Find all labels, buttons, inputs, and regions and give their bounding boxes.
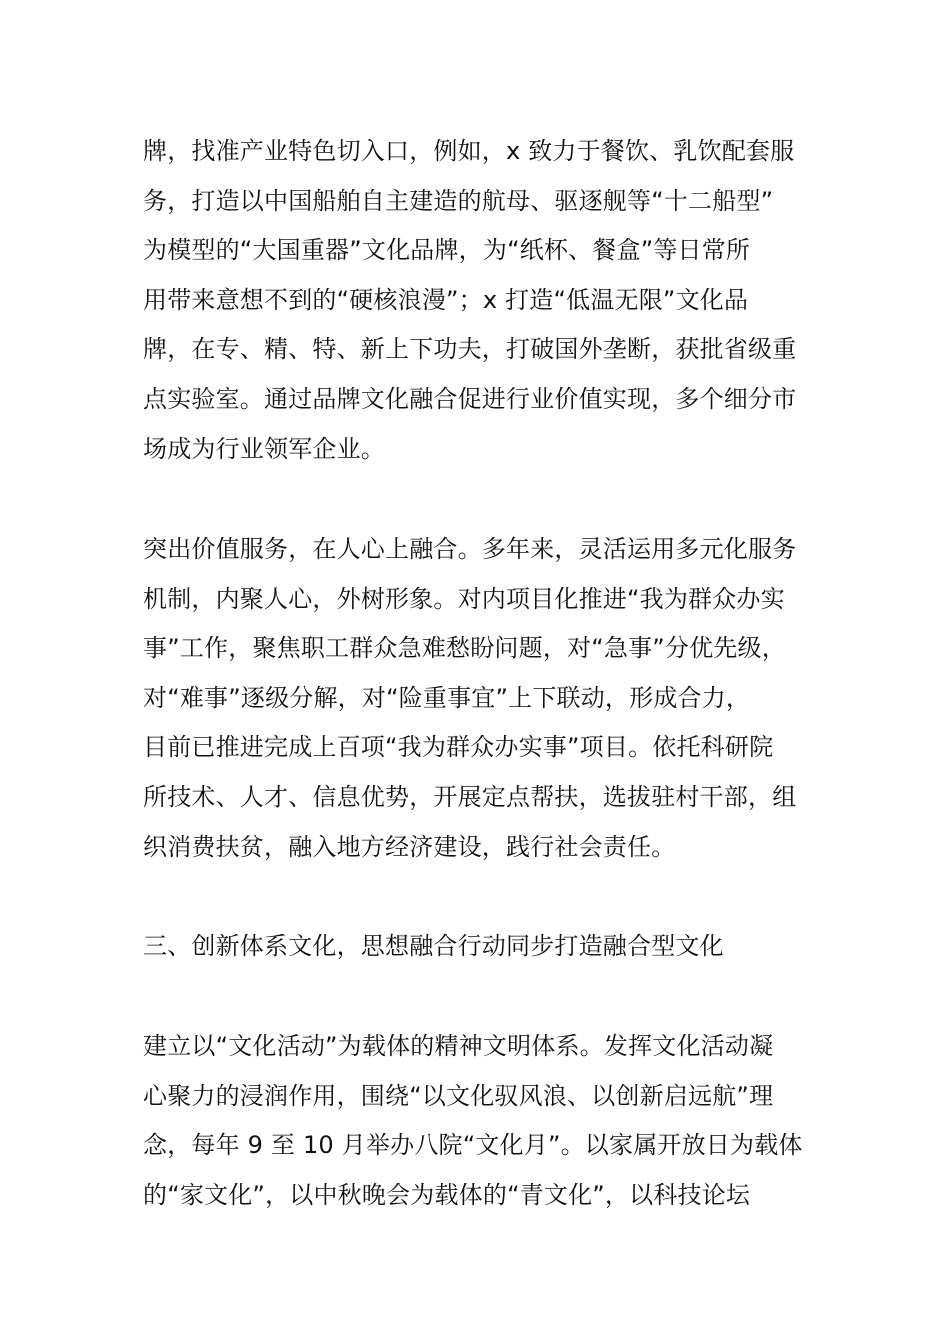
paragraph-value-service (143, 525, 843, 872)
text-line: 织消费扶贫，融入地方经济建设，践行社会责任。 (143, 832, 676, 861)
text-line: 用带来意想不到的“硬核浪漫”；x 打造“低温无限”文化品 (143, 285, 749, 314)
text-line: 牌，找准产业特色切入口，例如，x 致力于餐饮、乳饮配套服 (143, 137, 795, 165)
heading-line: 三、创新体系文化，思想融合行动同步打造融合型文化 (143, 932, 724, 960)
text-line: 所技术、人才、信息优势，开展定点帮扶，选拔驻村干部，组 (143, 782, 797, 811)
text-line: 的“家文化”，以中秋晚会为载体的“青文化”，以科技论坛 (143, 1180, 751, 1209)
text-line: 目前已推进完成上百项“我为群众办实事”项目。依托科研院 (143, 733, 774, 762)
text-line: 念，每年 9 至 10 月举办八院“文化月”。以家属开放日为载体 (143, 1131, 803, 1160)
text-line: 牌，在专、精、特、新上下功夫，打破国外垄断，获批省级重 (143, 335, 797, 364)
section-heading (143, 922, 843, 972)
text-line: 心聚力的浸润作用，围绕“以文化驭风浪、以创新启远航”理 (143, 1081, 774, 1110)
text-line: 为模型的“大国重器”文化品牌，为“纸杯、餐盒”等日常所 (143, 236, 751, 265)
text-line: 务，打造以中国船舶自主建造的航母、驱逐舰等“十二船型” (143, 186, 774, 215)
text-line: 建立以“文化活动”为载体的精神文明体系。发挥文化活动凝 (143, 1032, 774, 1060)
text-line: 突出价值服务，在人心上融合。多年来，灵活运用多元化服务 (143, 535, 797, 563)
paragraph-cultural-activities (143, 1022, 843, 1220)
text-line: 机制，内聚人心，外树形象。对内项目化推进“我为群众办实 (143, 584, 785, 613)
text-line: 对“难事”逐级分解，对“险重事宜”上下联动，形成合力， (143, 683, 751, 712)
paragraph-brand-culture (143, 127, 843, 474)
text-line: 场成为行业领军企业。 (143, 434, 385, 463)
text-line: 事”工作，聚焦职工群众急难愁盼问题，对“急事”分优先级， (143, 634, 786, 663)
text-line: 点实验室。通过品牌文化融合促进行业价值实现，多个细分市 (143, 384, 797, 413)
